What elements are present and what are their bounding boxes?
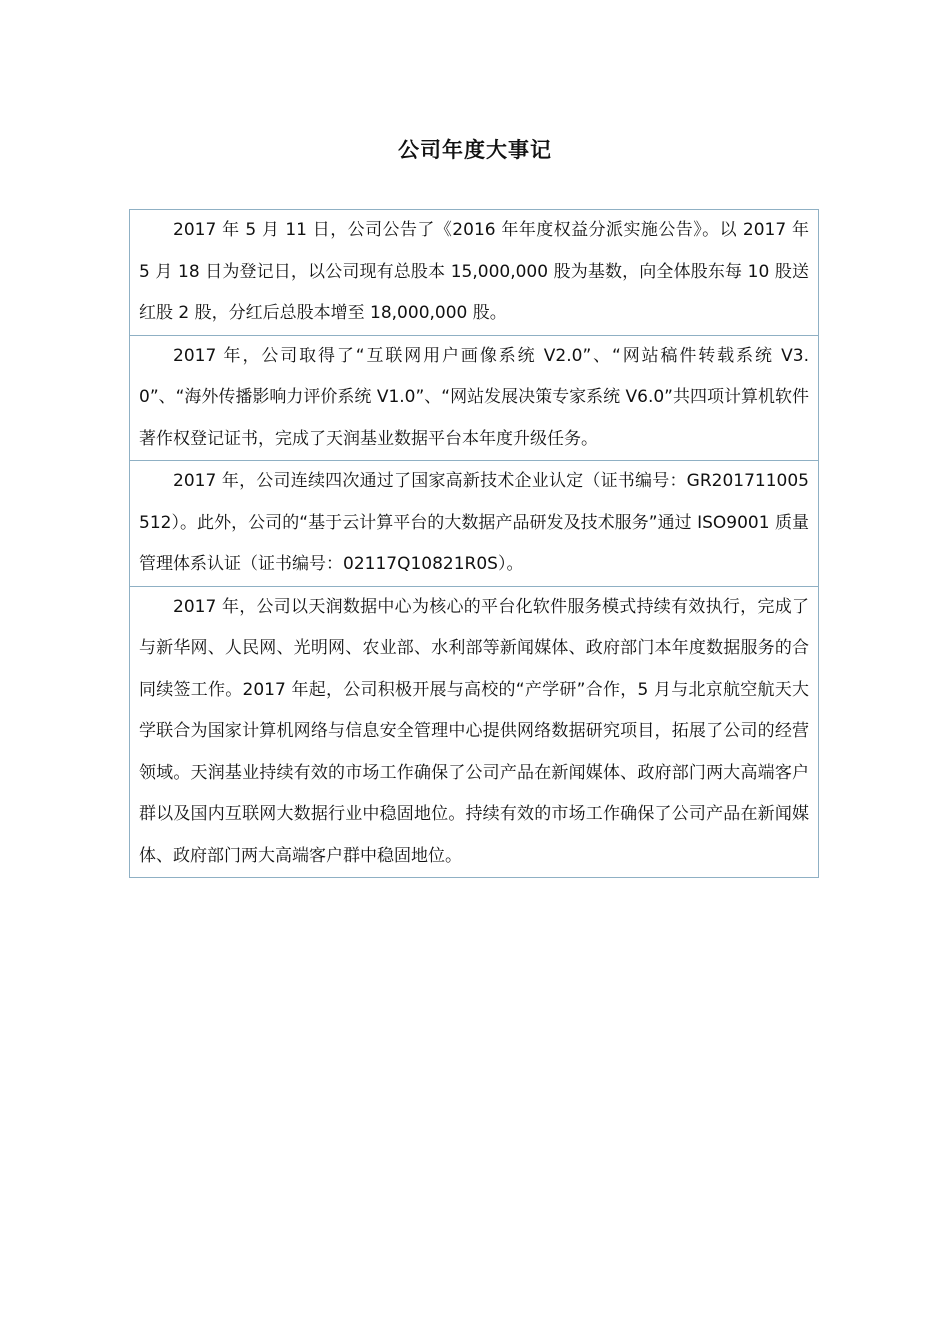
table-row — [130, 335, 818, 461]
table-row — [130, 586, 818, 878]
event-text-4: 2017 年，公司以天润数据中心为核心的平台化软件服务模式持续有效执行，完成了与新华网、人民网、光明网、农业部、水利部等新闻媒体、政府部门本年度数据服务的合同续签工作。2017 年起，公司积极开展与高校的“产学研”合作，5 月与北京航空航天大学联合为国家计算机网络与信息安全管理中心提供网络数据研究项目，拓展了公司的经营领域。天润基业持续有效的市场工作确保了公司产品在新闻媒体、政府部门两大高端客户群以及国内互联网大数据行业中稳固地位。持续有效的市场工作确保了公司产品在新闻媒体、政府部门两大高端客户群中稳固地位。 — [139, 596, 809, 866]
event-text-1: 2017 年 5 月 11 日，公司公告了《2016 年年度权益分派实施公告》。以 2017 年 5 月 18 日为登记日，以公司现有总股本 15,000,000 股为基数，向全体股东每 10 股送红股 2 股，分红后总股本增至 18,000,000 股。 — [139, 220, 809, 323]
event-text-3: 2017 年，公司连续四次通过了国家高新技术企业认定（证书编号：GR201711005512）。此外，公司的“基于云计算平台的大数据产品研发及技术服务”通过 ISO9001 质量管理体系认证（证书编号：02117Q10821R0S）。 — [139, 471, 809, 574]
table-row — [130, 210, 818, 335]
events-table — [129, 209, 819, 878]
table-row — [130, 460, 818, 586]
event-text-2: 2017 年，公司取得了“互联网用户画像系统 V2.0”、“网站稿件转载系统 V3.0”、“海外传播影响力评价系统 V1.0”、“网站发展决策专家系统 V6.0”共四项计算机软件著作权登记证书，完成了天润基业数据平台本年度升级任务。 — [139, 345, 809, 449]
page-title: 公司年度大事记 — [398, 138, 552, 162]
